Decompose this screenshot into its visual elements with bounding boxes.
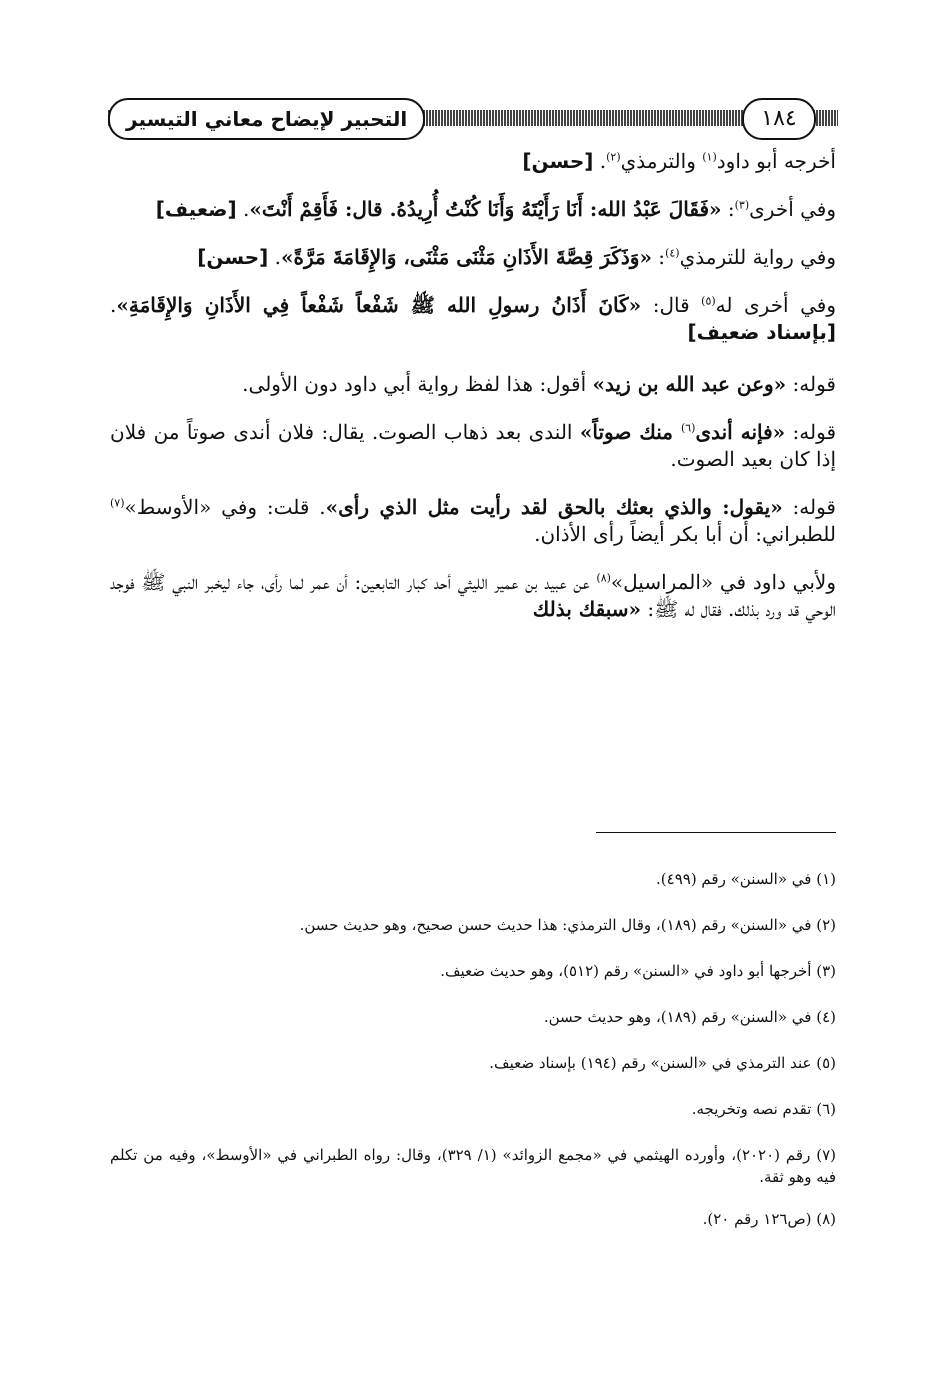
paragraph-commentary-3 <box>110 494 836 548</box>
footnote-ref-1: (١) <box>702 150 717 164</box>
footnote-1: (١) في «السنن» رقم (٤٩٩). <box>656 870 836 888</box>
text: للطبراني: أن أبا بكر أيضاً رأى الأذان. <box>534 522 836 546</box>
hadith-quote: «كَانَ أَذَانُ رسولِ الله ﷺ شَفْعاً شَفْعاً فِي الأَذَانِ وَالإِقَامَةِ» <box>116 293 642 317</box>
paragraph-commentary-2 <box>110 419 836 473</box>
footnote-ref-5: (٥) <box>701 294 716 308</box>
text: قوله: <box>782 495 836 519</box>
book-title: التحبير لإيضاح معاني التيسير <box>108 98 425 140</box>
text: . قلت: وفي «الأوسط» <box>124 495 326 519</box>
text: : <box>651 245 666 269</box>
text: : <box>721 197 735 221</box>
text: ولأبي داود في «المراسيل» <box>610 570 836 594</box>
footnote-ref-8: (٨) <box>596 571 611 585</box>
quoted-phrase: منك صوتاً» <box>579 420 681 444</box>
paragraph-narration-3 <box>110 244 836 271</box>
text: وفي رواية للترمذي <box>679 245 836 269</box>
paragraph-source-1 <box>110 148 836 175</box>
quoted-phrase: «فإنه أندى <box>695 420 786 444</box>
text: أخرجه أبو داود <box>716 149 836 173</box>
text: والترمذي <box>620 149 703 173</box>
text: قال: <box>641 293 702 317</box>
hadith-grade: [ضعيف] <box>155 197 237 221</box>
text: . <box>110 293 117 317</box>
hadith-grade: [حسن] <box>522 149 594 173</box>
text: وفي أخرى <box>749 197 836 221</box>
footnote-ref-2: (٢) <box>606 150 621 164</box>
main-text <box>110 148 836 623</box>
footnote-separator <box>596 832 836 833</box>
paragraph-narration-4 <box>110 292 836 346</box>
paragraph-commentary-4 <box>110 569 836 623</box>
text: أقول: هذا لفظ رواية أبي داود دون الأولى. <box>242 372 593 396</box>
page-number: ١٨٤ <box>742 98 816 140</box>
text: عن عبيد بن عمير الليثي أحد كبار التابعين: أن عمر لما رأى، جاء ليخبر النبي ﷺ فوجد الوحي قد ورد بذلك. فقال له ﷺ: <box>110 570 836 621</box>
quoted-phrase: «يقول: والذي بعثك بالحق لقد رأيت مثل الذي رأى» <box>325 495 783 519</box>
paragraph-narration-2 <box>110 196 836 223</box>
running-header <box>108 94 838 144</box>
footnote-6: (٦) تقدم نصه وتخريجه. <box>691 1100 836 1118</box>
footnotes <box>110 868 836 1254</box>
footnote-ref-6: (٦) <box>680 421 696 435</box>
paragraph-commentary-1 <box>110 371 836 398</box>
footnote-3: (٣) أخرجها أبو داود في «السنن» رقم (٥١٢)، وهو حديث ضعيف. <box>440 962 836 980</box>
quoted-phrase: «وعن عبد الله بن زيد» <box>592 372 787 396</box>
hadith-quote: «فَقَالَ عَبْدُ الله: أَنَا رَأَيْتَهُ وَأَنَا كُنْتُ أُرِيدُهُ. قال: فَأَقِمْ أَنْتَ» <box>249 197 722 221</box>
footnote-7: (٧) رقم (٢٠٢٠)، وأورده الهيثمي في «مجمع الزوائد» (١/ ٣٢٩)، وقال: رواه الطبراني في «الأوسط»، وفيه من تكلم فيه وهو ثقة. <box>110 1146 837 1186</box>
footnote-5: (٥) عند الترمذي في «السنن» رقم (١٩٤) بإسناد ضعيف. <box>489 1054 836 1072</box>
text: الندى بعد ذهاب الصوت. يقال: فلان أندى صوتاً من فلان إذا كان بعيد الصوت. <box>110 420 836 471</box>
text: . <box>268 245 282 269</box>
text: قوله: <box>786 372 836 396</box>
hadith-grade: [حسن] <box>197 245 269 269</box>
text: قوله: <box>785 420 837 444</box>
footnote-ref-4: (٤) <box>665 246 680 260</box>
hadith-quote: «وَذَكَرَ قِصَّةَ الأَذَانِ مَثْنَى مَثْنَى، وَالإِقَامَةَ مَرَّةً» <box>281 245 652 269</box>
footnote-ref-3: (٣) <box>734 198 750 212</box>
footnote-4: (٤) في «السنن» رقم (١٨٩)، وهو حديث حسن. <box>543 1008 836 1026</box>
text: وفي أخرى له <box>715 293 837 317</box>
text: . <box>236 197 250 221</box>
hadith-grade: [بإسناد ضعيف] <box>687 320 836 344</box>
footnote-8: (٨) (ص١٢٦ رقم ٢٠). <box>702 1210 836 1228</box>
quoted-phrase: «سبقك بذلك <box>532 597 641 621</box>
footnote-2: (٢) في «السنن» رقم (١٨٩)، وقال الترمذي: هذا حديث حسن صحيح، وهو حديث حسن. <box>299 916 836 934</box>
text: . <box>593 149 607 173</box>
footnote-ref-7: (٧) <box>110 496 125 510</box>
